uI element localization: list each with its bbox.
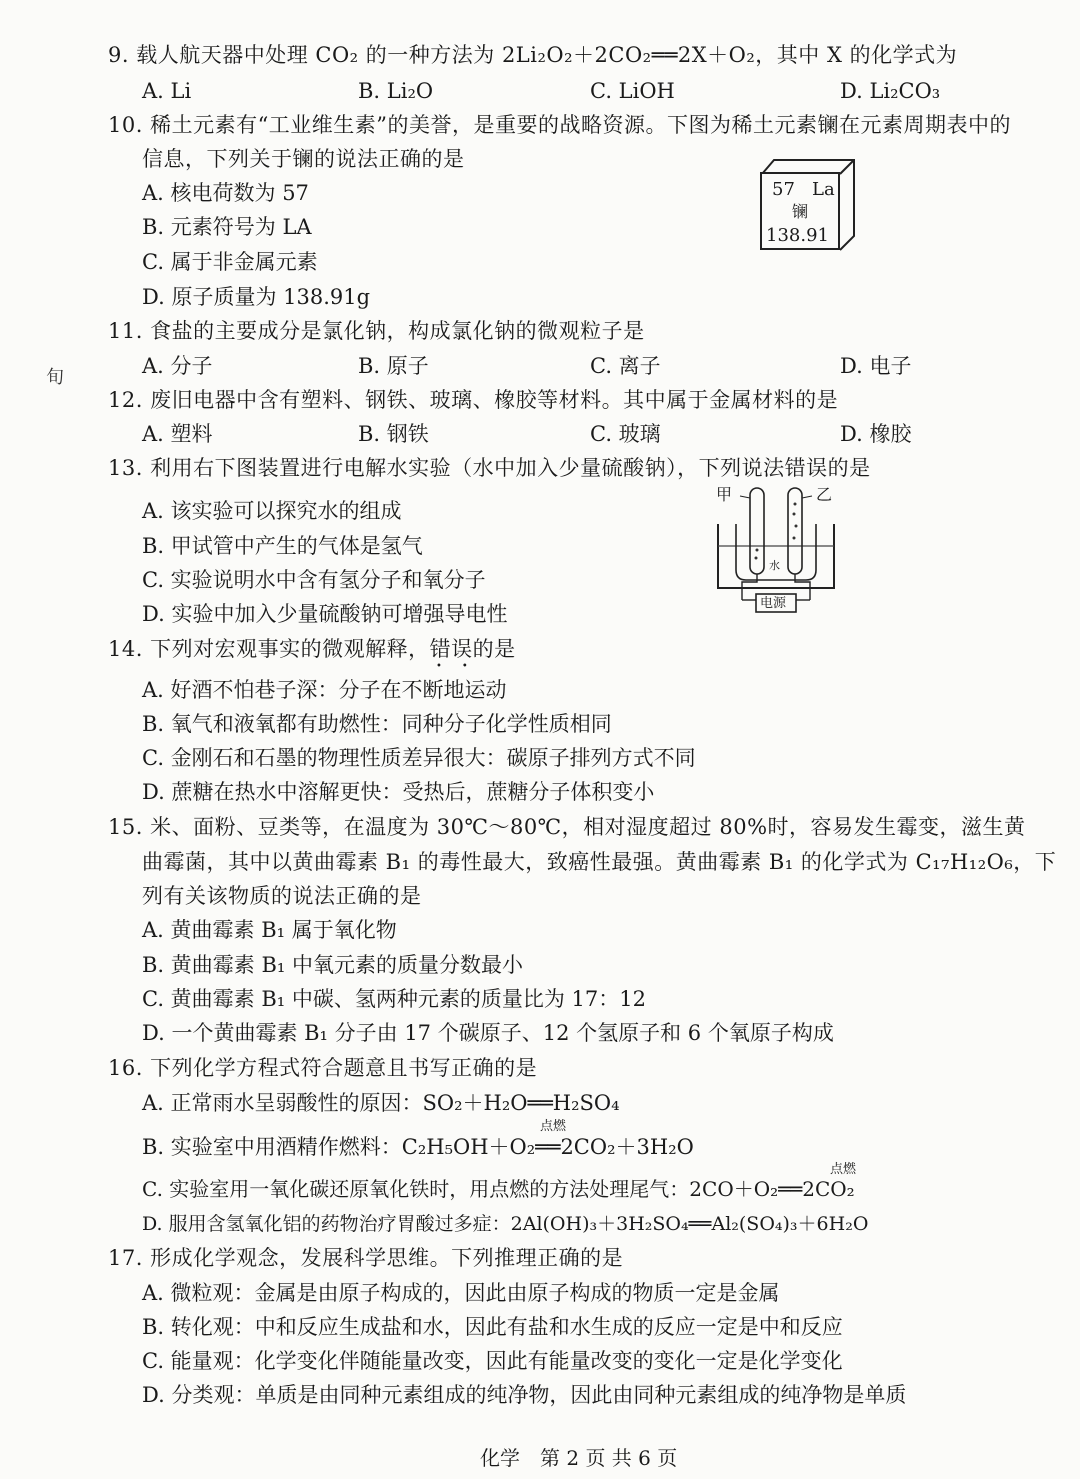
q15-option-b: B. 黄曲霉素 B₁ 中氧元素的质量分数最小: [142, 953, 523, 977]
q10-option-c: C. 属于非金属元素: [142, 250, 318, 274]
q14-option-b: B. 氧气和液氧都有助燃性：同种分子化学性质相同: [142, 712, 612, 736]
electrolysis-apparatus-diagram: [712, 484, 842, 616]
q13-stem: 13. 利用右下图装置进行电解水实验（水中加入少量硫酸钠），下列说法错误的是: [108, 456, 871, 480]
q9-option-b: B. Li₂O: [358, 79, 434, 103]
q11-option-d: D. 电子: [840, 354, 912, 378]
q11-option-a: A. 分子: [142, 354, 213, 378]
q12-option-d: D. 橡胶: [840, 422, 912, 446]
q15-stem-3: 列有关该物质的说法正确的是: [142, 884, 422, 908]
q10-option-d: D. 原子质量为 138.91g: [142, 285, 371, 309]
q14-option-d: D. 蔗糖在热水中溶解更快：受热后，蔗糖分子体积变小: [142, 780, 655, 804]
page-footer: 化学 第 2 页 共 6 页: [480, 1446, 678, 1470]
q14-option-c: C. 金刚石和石墨的物理性质差异很大：碳原子排列方式不同: [142, 746, 696, 770]
margin-mark: 旬: [46, 367, 64, 388]
card-symbol: La: [812, 179, 835, 200]
q10-option-b: B. 元素符号为 LA: [142, 215, 312, 239]
card-mass: 138.91: [766, 225, 829, 246]
q17-option-b: B. 转化观：中和反应生成盐和水，因此有盐和水生成的反应一定是中和反应: [142, 1315, 843, 1339]
q13-option-c: C. 实验说明水中含有氢分子和氧分子: [142, 568, 486, 592]
q10-stem-2: 信息，下列关于镧的说法正确的是: [142, 147, 465, 171]
card-atomic-number: 57: [772, 179, 795, 200]
condition-b: 点燃: [540, 1119, 567, 1134]
right-tube-label: 乙: [816, 485, 833, 504]
q16-option-d: D. 服用含氢氧化铝的药物治疗胃酸过多症：2Al(OH)₃＋3H₂SO₄══Al₂(SO₄)₃＋6H₂O: [142, 1213, 869, 1235]
q16-option-c: C. 实验室用一氧化碳还原氧化铁时，用点燃的方法处理尾气：2CO＋O₂══2CO₂: [142, 1177, 855, 1201]
q16-stem: 16. 下列化学方程式符合题意且书写正确的是: [108, 1056, 538, 1080]
left-tube-label: 甲: [716, 485, 733, 504]
q12-option-b: B. 钢铁: [358, 422, 429, 446]
power-label: 电源: [760, 596, 787, 611]
q16-option-a: A. 正常雨水呈弱酸性的原因：SO₂＋H₂O══H₂SO₄: [142, 1091, 620, 1115]
water-label: 水: [769, 559, 780, 572]
q9-option-d: D. Li₂CO₃: [840, 79, 941, 103]
q15-stem-2: 曲霉菌，其中以黄曲霉素 B₁ 的毒性最大，致癌性最强。黄曲霉素 B₁ 的化学式为 C₁₇H₁₂O₆，下: [142, 850, 1057, 874]
q10-option-a: A. 核电荷数为 57: [142, 181, 309, 205]
condition-c: 点燃: [830, 1162, 857, 1177]
q13-option-a: A. 该实验可以探究水的组成: [142, 499, 402, 523]
lanthanum-element-card: [760, 158, 856, 252]
q10-stem-1: 10. 稀土元素有“工业维生素”的美誉，是重要的战略资源。下图为稀土元素镧在元素周期表中的: [108, 113, 1012, 137]
q16-option-b: B. 实验室中用酒精作燃料：C₂H₅OH＋O₂══2CO₂＋3H₂O: [142, 1135, 694, 1159]
q11-option-b: B. 原子: [358, 354, 429, 378]
q17-option-a: A. 微粒观：金属是由原子构成的，因此由原子构成的物质一定是金属: [142, 1281, 780, 1305]
q12-option-a: A. 塑料: [142, 422, 213, 446]
q9-option-a: A. Li: [142, 79, 192, 103]
q15-option-c: C. 黄曲霉素 B₁ 中碳、氢两种元素的质量比为 17：12: [142, 987, 646, 1011]
q12-option-c: C. 玻璃: [590, 422, 661, 446]
q9-stem: 9. 载人航天器中处理 CO₂ 的一种方法为 2Li₂O₂＋2CO₂══2X＋O₂，其中 X 的化学式为: [108, 43, 958, 67]
q12-stem: 12. 废旧电器中含有塑料、钢铁、玻璃、橡胶等材料。其中属于金属材料的是: [108, 388, 839, 412]
q15-option-a: A. 黄曲霉素 B₁ 属于氧化物: [142, 918, 397, 942]
card-name: 镧: [792, 202, 809, 221]
q14-stem: 14. 下列对宏观事实的微观解释，错误的是: [108, 637, 516, 661]
q17-stem: 17. 形成化学观念，发展科学思维。下列推理正确的是: [108, 1246, 624, 1270]
q14-option-a: A. 好酒不怕巷子深：分子在不断地运动: [142, 678, 507, 702]
q17-option-d: D. 分类观：单质是由同种元素组成的纯净物，因此由同种元素组成的纯净物是单质: [142, 1383, 907, 1407]
q13-option-d: D. 实验中加入少量硫酸钠可增强导电性: [142, 602, 508, 626]
q13-option-b: B. 甲试管中产生的气体是氢气: [142, 534, 423, 558]
q15-option-d: D. 一个黄曲霉素 B₁ 分子由 17 个碳原子、12 个氢原子和 6 个氧原子构成: [142, 1021, 834, 1045]
q15-stem-1: 15. 米、面粉、豆类等，在温度为 30℃～80℃，相对湿度超过 80%时，容易发生霉变，滋生黄: [108, 815, 1026, 839]
q11-option-c: C. 离子: [590, 354, 661, 378]
emphasis-dots: • •: [436, 661, 468, 672]
q17-option-c: C. 能量观：化学变化伴随能量改变，因此有能量改变的变化一定是化学变化: [142, 1349, 843, 1373]
q9-option-c: C. LiOH: [590, 79, 675, 103]
q11-stem: 11. 食盐的主要成分是氯化钠，构成氯化钠的微观粒子是: [108, 319, 645, 343]
